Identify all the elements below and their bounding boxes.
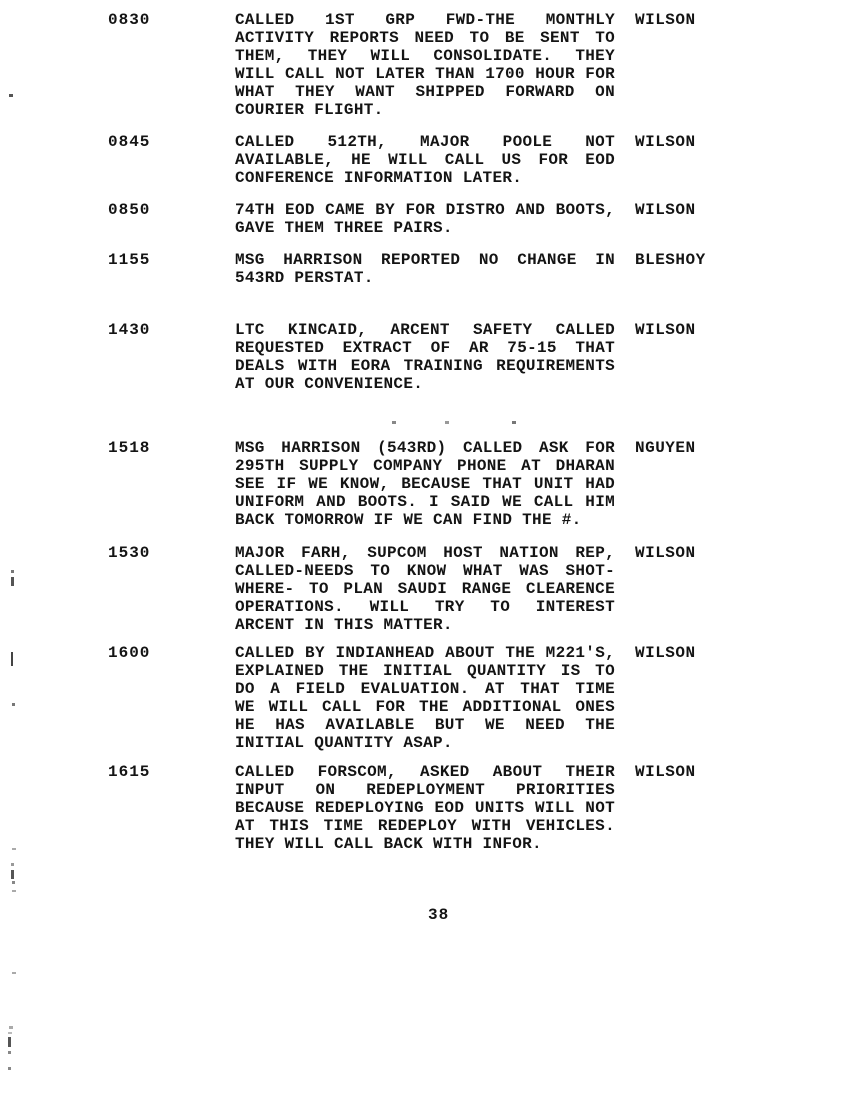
- entry-text-line: AT OUR CONVENIENCE.: [235, 375, 424, 393]
- entry-text-line: 295TH SUPPLY COMPANY PHONE AT DHARAN: [235, 457, 615, 475]
- entry-text-line: ARCENT IN THIS MATTER.: [235, 616, 453, 634]
- entry-text-line: 74TH EOD CAME BY FOR DISTRO AND BOOTS,: [235, 201, 615, 219]
- scan-artifact-mark: [8, 1051, 11, 1054]
- entry-text-line: CALLED 512TH, MAJOR POOLE NOT: [235, 133, 615, 151]
- page-number: 38: [428, 906, 450, 924]
- entry-text-line: MSG HARRISON REPORTED NO CHANGE IN: [235, 251, 615, 269]
- entry-text-line: WHERE- TO PLAN SAUDI RANGE CLEARENCE: [235, 580, 615, 598]
- scan-artifact-mark: [11, 870, 14, 879]
- entry-text-line: AT THIS TIME REDEPLOY WITH VEHICLES.: [235, 817, 615, 835]
- entry-text-line: EXPLAINED THE INITIAL QUANTITY IS TO: [235, 662, 615, 680]
- entry-author: WILSON: [635, 133, 696, 151]
- scan-artifact-mark: [12, 972, 16, 974]
- entry-author: WILSON: [635, 201, 696, 219]
- entry-author: BLESHOY: [635, 251, 706, 269]
- scan-artifact-mark: [512, 421, 516, 424]
- entry-author: WILSON: [635, 11, 696, 29]
- entry-text-line: MAJOR FARH, SUPCOM HOST NATION REP,: [235, 544, 615, 562]
- entry-text-line: THEY WILL CALL BACK WITH INFOR.: [235, 835, 542, 853]
- entry-time: 1615: [108, 763, 151, 781]
- scan-artifact-mark: [12, 890, 16, 892]
- entry-text-line: OPERATIONS. WILL TRY TO INTEREST: [235, 598, 615, 616]
- entry-text-line: REQUESTED EXTRACT OF AR 75-15 THAT: [235, 339, 615, 357]
- entry-text-line: WILL CALL NOT LATER THAN 1700 HOUR FOR: [235, 65, 615, 83]
- entry-time: 1600: [108, 644, 151, 662]
- entry-text: [235, 11, 615, 119]
- entry-text-line: UNIFORM AND BOOTS. I SAID WE CALL HIM: [235, 493, 615, 511]
- entry-text-line: 543RD PERSTAT.: [235, 269, 374, 287]
- entry-time: 1430: [108, 321, 151, 339]
- entry-text-line: SEE IF WE KNOW, BECAUSE THAT UNIT HAD: [235, 475, 615, 493]
- entry-author: WILSON: [635, 763, 696, 781]
- entry-author: WILSON: [635, 321, 696, 339]
- scan-artifact-mark: [11, 577, 14, 586]
- scan-artifact-mark: [9, 94, 13, 97]
- entry-text-line: CALLED BY INDIANHEAD ABOUT THE M221'S,: [235, 644, 615, 662]
- entry-text-line: INITIAL QUANTITY ASAP.: [235, 734, 453, 752]
- entry-text: [235, 251, 615, 287]
- entry-time: 0850: [108, 201, 151, 219]
- entry-text: [235, 133, 615, 187]
- scan-artifact-mark: [12, 881, 15, 884]
- entry-time: 1518: [108, 439, 151, 457]
- scan-artifact-mark: [392, 421, 396, 424]
- entry-time: 1530: [108, 544, 151, 562]
- entry-text-line: WE WILL CALL FOR THE ADDITIONAL ONES: [235, 698, 615, 716]
- entry-author: WILSON: [635, 544, 696, 562]
- entry-text-line: COURIER FLIGHT.: [235, 101, 384, 119]
- entry-text: [235, 321, 615, 393]
- entry-text-line: GAVE THEM THREE PAIRS.: [235, 219, 453, 237]
- entry-text: [235, 544, 615, 634]
- entry-text-line: THEM, THEY WILL CONSOLIDATE. THEY: [235, 47, 615, 65]
- scan-artifact-mark: [12, 703, 15, 706]
- entry-text-line: DEALS WITH EORA TRAINING REQUIREMENTS: [235, 357, 615, 375]
- scan-artifact-mark: [11, 863, 14, 866]
- entry-time: 0845: [108, 133, 151, 151]
- scan-artifact-mark: [12, 848, 16, 850]
- entry-text: [235, 644, 615, 752]
- entry-text-line: CALLED FORSCOM, ASKED ABOUT THEIR: [235, 763, 615, 781]
- entry-text-line: ACTIVITY REPORTS NEED TO BE SENT TO: [235, 29, 615, 47]
- scan-artifact-mark: [11, 652, 13, 666]
- entry-text-line: MSG HARRISON (543RD) CALLED ASK FOR: [235, 439, 615, 457]
- entry-time: 1155: [108, 251, 151, 269]
- scan-artifact-mark: [8, 1032, 12, 1034]
- entry-text-line: HE HAS AVAILABLE BUT WE NEED THE: [235, 716, 615, 734]
- entry-text: [235, 763, 615, 853]
- entry-text-line: DO A FIELD EVALUATION. AT THAT TIME: [235, 680, 615, 698]
- entry-time: 0830: [108, 11, 151, 29]
- entry-text-line: BECAUSE REDEPLOYING EOD UNITS WILL NOT: [235, 799, 615, 817]
- entry-author: NGUYEN: [635, 439, 696, 457]
- entry-text-line: CONFERENCE INFORMATION LATER.: [235, 169, 523, 187]
- entry-text-line: CALLED-NEEDS TO KNOW WHAT WAS SHOT-: [235, 562, 615, 580]
- entry-text-line: WHAT THEY WANT SHIPPED FORWARD ON: [235, 83, 615, 101]
- entry-text-line: CALLED 1ST GRP FWD-THE MONTHLY: [235, 11, 615, 29]
- scan-artifact-mark: [445, 421, 449, 424]
- entry-text: [235, 439, 615, 529]
- entry-author: WILSON: [635, 644, 696, 662]
- entry-text-line: LTC KINCAID, ARCENT SAFETY CALLED: [235, 321, 615, 339]
- entry-text: [235, 201, 615, 237]
- entry-text-line: BACK TOMORROW IF WE CAN FIND THE #.: [235, 511, 582, 529]
- scan-artifact-mark: [8, 1067, 11, 1070]
- scan-artifact-mark: [8, 1037, 11, 1047]
- entry-text-line: INPUT ON REDEPLOYMENT PRIORITIES: [235, 781, 615, 799]
- entry-text-line: AVAILABLE, HE WILL CALL US FOR EOD: [235, 151, 615, 169]
- scan-artifact-mark: [11, 570, 14, 573]
- scan-artifact-mark: [9, 1026, 13, 1029]
